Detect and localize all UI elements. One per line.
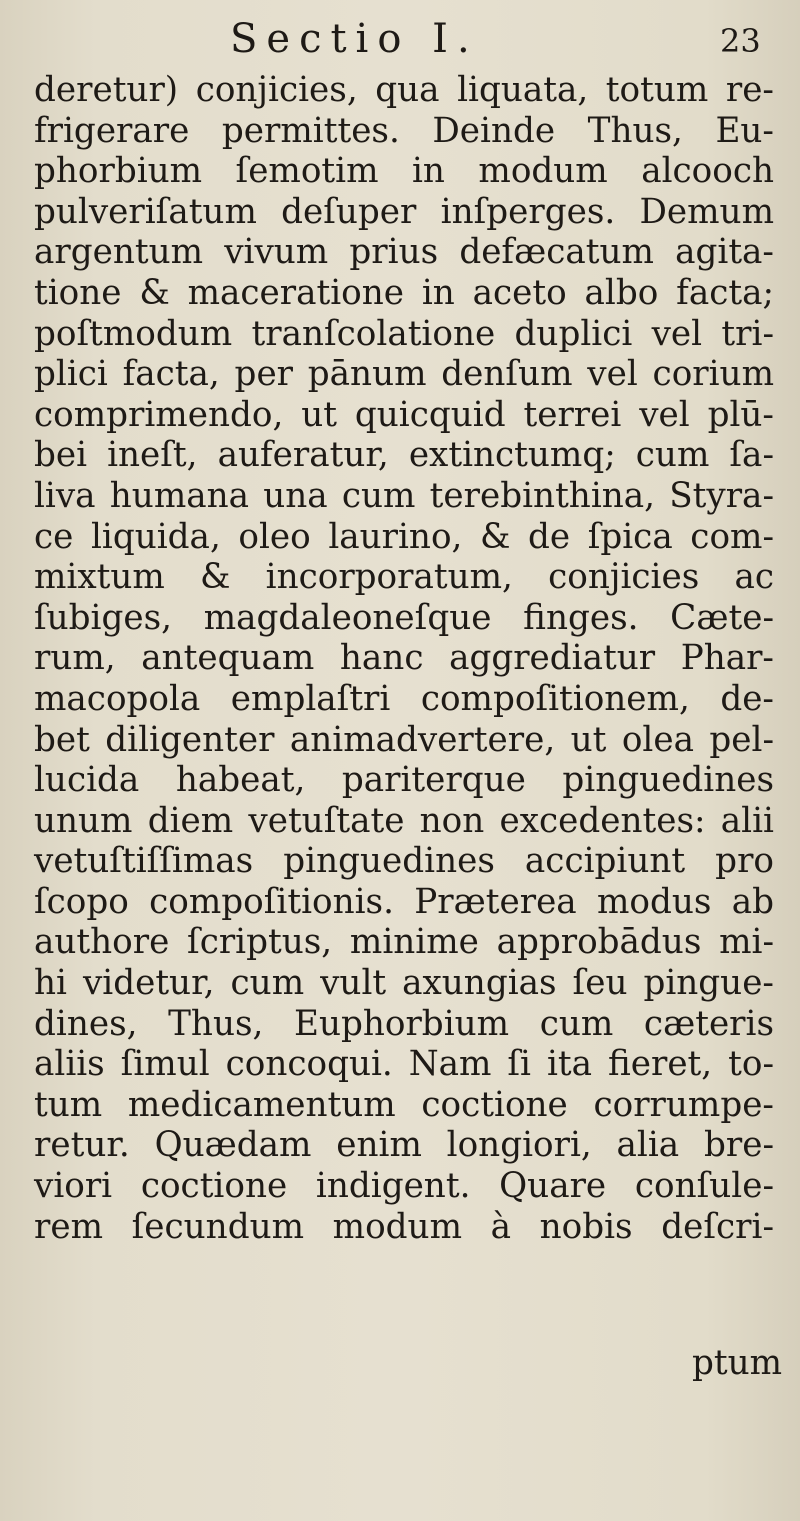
text-line: viori coctione indigent. Quare conſule-: [34, 1166, 774, 1207]
text-line: bet diligenter animadvertere, ut olea pel-: [34, 719, 774, 760]
text-line: ſcopo compoſitionis. Præterea modus ab: [34, 881, 774, 922]
running-head: Sectio I.: [230, 16, 479, 62]
text-line: hi videtur, cum vult axungias ſeu pingue-: [34, 963, 774, 1004]
text-line: retur. Quædam enim longiori, alia bre-: [34, 1125, 774, 1166]
text-line: pulveriſatum deſuper inſperges. Demum: [34, 191, 774, 232]
text-line: bei ineſt, auferatur, extinctumq; cum ſa-: [34, 435, 774, 476]
text-line: argentum vivum prius defæcatum agita-: [34, 232, 774, 273]
text-line: vetuſtiſſimas pinguedines accipiunt pro: [34, 841, 774, 882]
text-line: authore ſcriptus, minime approbādus mi-: [34, 922, 774, 963]
text-line: tum medicamentum coctione corrumpe-: [34, 1084, 774, 1125]
text-line: tione & maceratione in aceto albo facta;: [34, 272, 774, 313]
text-line: deretur) conjicies, qua liquata, totum re-: [34, 70, 774, 110]
text-line: comprimendo, ut quicquid terrei vel plū-: [34, 394, 774, 435]
text-line: aliis ſimul concoqui. Nam ſi ita fieret, to-: [34, 1044, 774, 1085]
text-line: liva humana una cum terebinthina, Styra-: [34, 475, 774, 516]
text-line: ce liquida, oleo laurino, & de ſpica com-: [34, 516, 774, 557]
text-line: plici facta, per pānum denſum vel corium: [34, 354, 774, 395]
text-line: poſtmodum tranſcolatione duplici vel tri-: [34, 313, 774, 354]
text-line: ſubiges, magdaleoneſque finges. Cæte-: [34, 597, 774, 638]
text-line: phorbium ſemotim in modum alcooch: [34, 151, 774, 192]
body-text: [34, 70, 774, 1247]
text-line: dines, Thus, Euphorbium cum cæteris: [34, 1003, 774, 1044]
text-line: lucida habeat, pariterque pinguedines: [34, 760, 774, 801]
page-header: [0, 14, 800, 64]
page-number: 23: [720, 22, 761, 60]
text-line: macopola emplaſtri compoſitionem, de-: [34, 678, 774, 719]
catchword: ptum: [692, 1343, 783, 1383]
text-line: rem ſecundum modum à nobis deſcri-: [34, 1206, 774, 1247]
text-line: rum, antequam hanc aggrediatur Phar-: [34, 638, 774, 679]
text-line: unum diem vetuſtate non excedentes: alii: [34, 800, 774, 841]
text-line: frigerare permittes. Deinde Thus, Eu-: [34, 110, 774, 151]
text-line: mixtum & incorporatum, conjicies ac: [34, 557, 774, 598]
